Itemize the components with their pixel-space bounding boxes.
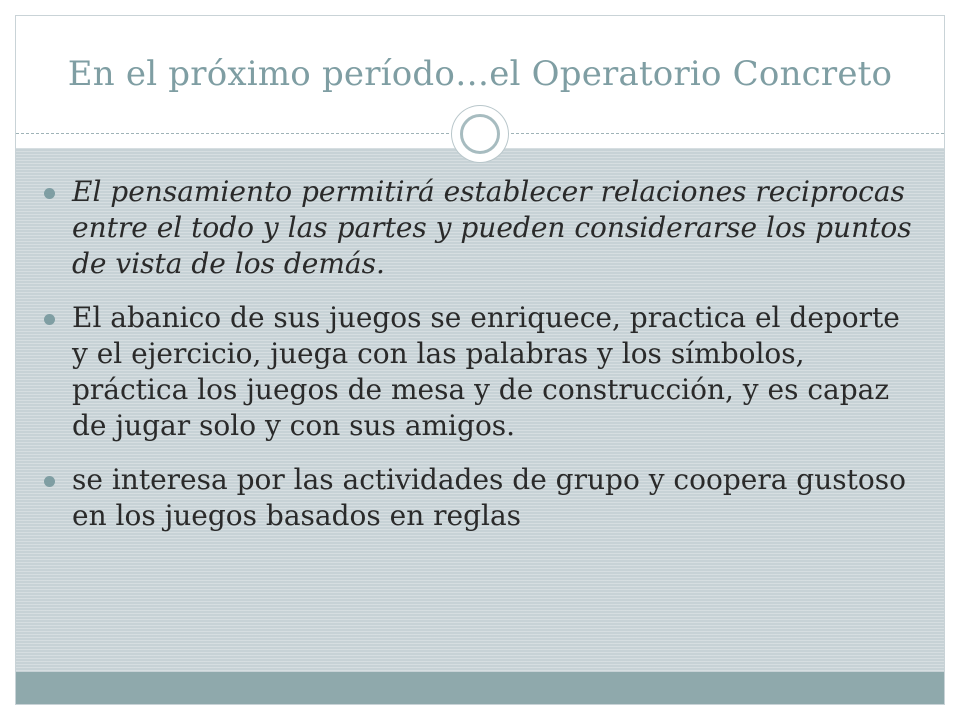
bullet-text: El pensamiento permitirá establecer relaciones reciprocas entre el todo y las partes y pueden considerarse los puntos de vista de los demás. xyxy=(72,175,912,280)
bullet-dot-icon xyxy=(44,188,55,199)
bullet-dot-icon xyxy=(44,476,55,487)
content-panel xyxy=(16,148,944,672)
bullet-item xyxy=(44,174,924,282)
bullet-list xyxy=(44,174,924,552)
footer-band xyxy=(16,672,944,704)
bullet-item xyxy=(44,462,924,534)
slide xyxy=(16,16,944,704)
bullet-dot-icon xyxy=(44,314,55,325)
ring-ornament-icon xyxy=(452,106,508,162)
slide-title: En el próximo período…el Operatorio Concreto xyxy=(67,54,893,94)
bullet-text: se interesa por las actividades de grupo y coopera gustoso en los juegos basados en reglas xyxy=(72,463,906,532)
bullet-text: El abanico de sus juegos se enriquece, practica el deporte y el ejercicio, juega con las palabras y los símbolos, práctica los juegos de mesa y de construcción, y es capaz de jugar solo y con sus amigos. xyxy=(72,301,900,442)
bullet-item xyxy=(44,300,924,444)
